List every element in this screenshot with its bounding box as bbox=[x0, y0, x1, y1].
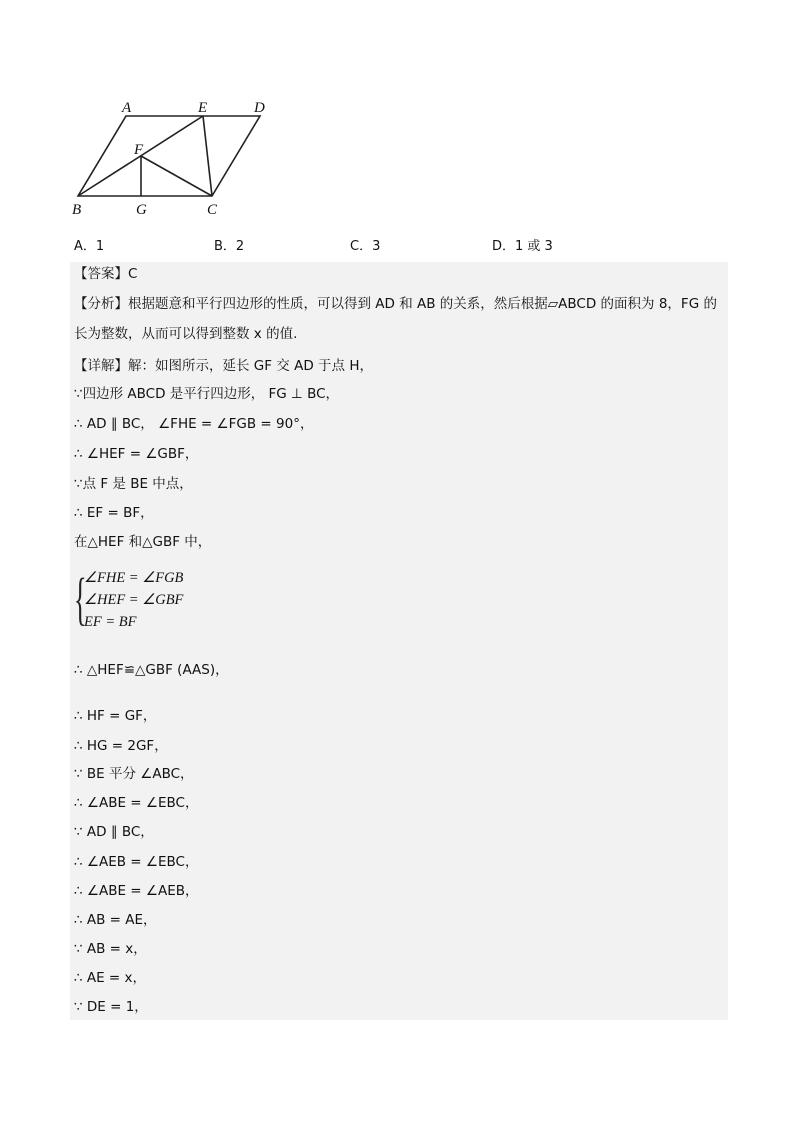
option-a[interactable]: A．1 bbox=[74, 239, 105, 254]
step-3: ∴ ∠HEF = ∠GBF， bbox=[74, 446, 199, 462]
step-8: ∴ HF = GF， bbox=[74, 708, 157, 724]
parallelogram-figure bbox=[60, 92, 300, 222]
system-line-2: ∠HEF = ∠GBF bbox=[84, 592, 184, 608]
step-7: ∴ △HEF≌△GBF (AAS)， bbox=[74, 662, 229, 678]
brace-symbol: { bbox=[74, 566, 87, 631]
step-17: ∴ AE = x， bbox=[74, 970, 147, 986]
step-16: ∵ AB = x， bbox=[74, 941, 147, 957]
label-f: F bbox=[134, 142, 144, 158]
segment-ec bbox=[203, 116, 212, 196]
step-2: ∴ AD ∥ BC， ∠FHE = ∠FGB = 90°， bbox=[74, 416, 314, 432]
parallelogram-diagram bbox=[60, 92, 300, 222]
answer-options bbox=[74, 235, 754, 253]
label-b: B bbox=[72, 202, 82, 218]
parallelogram-abcd bbox=[78, 116, 260, 196]
answer-line: 【答案】C bbox=[74, 266, 138, 282]
segment-fc bbox=[141, 156, 212, 196]
option-d[interactable]: D．1 或 3 bbox=[492, 239, 553, 254]
system-line-3: EF = BF bbox=[84, 614, 137, 630]
step-10: ∵ BE 平分 ∠ABC， bbox=[74, 766, 194, 782]
label-e: E bbox=[198, 100, 208, 116]
equation-system bbox=[74, 566, 274, 634]
step-13: ∴ ∠AEB = ∠EBC， bbox=[74, 854, 199, 870]
step-6: 在△HEF 和△GBF 中， bbox=[74, 534, 212, 550]
label-d: D bbox=[254, 100, 265, 116]
step-5: ∴ EF = BF， bbox=[74, 505, 154, 521]
label-c: C bbox=[207, 202, 218, 218]
option-c[interactable]: C．3 bbox=[350, 239, 381, 254]
system-line-1: ∠FHE = ∠FGB bbox=[84, 570, 184, 586]
option-b[interactable]: B．2 bbox=[214, 239, 245, 254]
step-11: ∴ ∠ABE = ∠EBC， bbox=[74, 795, 199, 811]
step-15: ∴ AB = AE， bbox=[74, 912, 157, 928]
step-1: ∵四边形 ABCD 是平行四边形， FG ⊥ BC， bbox=[74, 386, 340, 402]
detail-line: 【详解】解：如图所示，延长 GF 交 AD 于点 H， bbox=[74, 358, 373, 374]
label-g: G bbox=[136, 202, 147, 218]
step-14: ∴ ∠ABE = ∠AEB， bbox=[74, 883, 199, 899]
step-18: ∵ DE = 1， bbox=[74, 999, 148, 1015]
step-12: ∵ AD ∥ BC， bbox=[74, 824, 154, 840]
label-a: A bbox=[122, 100, 132, 116]
step-9: ∴ HG = 2GF， bbox=[74, 738, 168, 754]
step-4: ∵点 F 是 BE 中点， bbox=[74, 476, 193, 492]
solution-panel bbox=[70, 262, 728, 1020]
analysis-line-1: 【分析】根据题意和平行四边形的性质，可以得到 AD 和 AB 的关系，然后根据▱ABCD 的面积为 8，FG 的 bbox=[74, 296, 717, 312]
analysis-line-2: 长为整数，从而可以得到整数 x 的值. bbox=[74, 326, 298, 342]
